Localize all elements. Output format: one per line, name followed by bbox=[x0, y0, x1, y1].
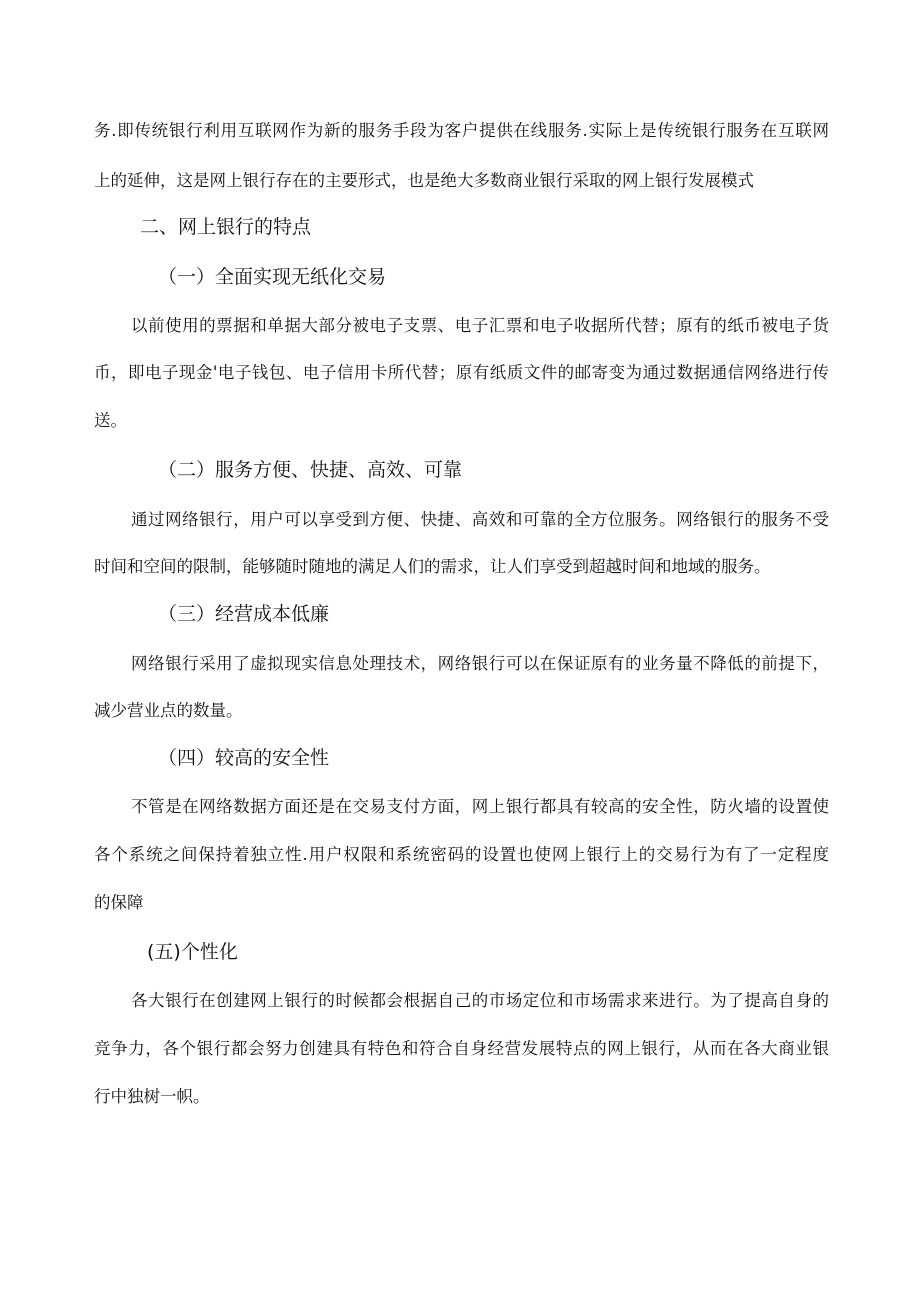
feature-2-line-1: 通过网络银行，用户可以享受到方便、快捷、高效和可靠的全方位服务。网络银行的服务不受 bbox=[131, 510, 829, 529]
feature-4-line-1: 不管是在网络数据方面还是在交易支付方面，网上银行都具有较高的安全性，防火墙的设置使 bbox=[131, 797, 829, 816]
feature-2-line-2: 时间和空间的限制，能够随时随地的满足人们的需求，让人们享受到超越时间和地域的服务。 bbox=[94, 557, 771, 576]
feature-2-heading: （二）服务方便、快捷、高效、可靠 bbox=[158, 459, 463, 481]
feature-3-heading: （三）经营成本低廉 bbox=[158, 603, 330, 625]
intro-line-2: 上的延伸，这是网上银行存在的主要形式，也是绝大多数商业银行采取的网上银行发展模式 bbox=[94, 171, 754, 190]
feature-1-line-3: 送。 bbox=[94, 411, 127, 430]
feature-3-line-2: 减少营业点的数量。 bbox=[94, 701, 243, 720]
feature-1-line-2: 币，即电子现金'电子钱包、电子信用卡所代替；原有纸质文件的邮寄变为通过数据通信网络进行传 bbox=[94, 363, 829, 382]
intro-line-1: 务.即传统银行利用互联网作为新的服务手段为客户提供在线服务.实际上是传统银行服务在互联网 bbox=[94, 121, 829, 140]
feature-4-line-3: 的保障 bbox=[94, 893, 144, 912]
section-title: 二、网上银行的特点 bbox=[140, 216, 312, 238]
feature-5-line-2: 竞争力，各个银行都会努力创建具有特色和符合自身经营发展特点的网上银行，从而在各大商业银 bbox=[94, 1039, 829, 1058]
feature-5-line-1: 各大银行在创建网上银行的时候都会根据自己的市场定位和市场需求来进行。为了提高自身的 bbox=[131, 991, 829, 1010]
feature-3-line-1: 网络银行采用了虚拟现实信息处理技术，网络银行可以在保证原有的业务量不降低的前提下， bbox=[131, 654, 829, 673]
feature-5-heading: (五)个性化 bbox=[147, 941, 238, 963]
feature-4-heading: （四）较高的安全性 bbox=[158, 747, 330, 769]
feature-5-line-3: 行中独树一帜。 bbox=[94, 1087, 210, 1106]
feature-1-heading: （一）全面实现无纸化交易 bbox=[158, 266, 387, 288]
feature-4-line-2: 各个系统之间保持着独立性.用户权限和系统密码的设置也使网上银行上的交易行为有了一定程度 bbox=[94, 845, 829, 864]
feature-1-line-1: 以前使用的票据和单据大部分被电子支票、电子汇票和电子收据所代替；原有的纸币被电子货 bbox=[131, 316, 829, 335]
